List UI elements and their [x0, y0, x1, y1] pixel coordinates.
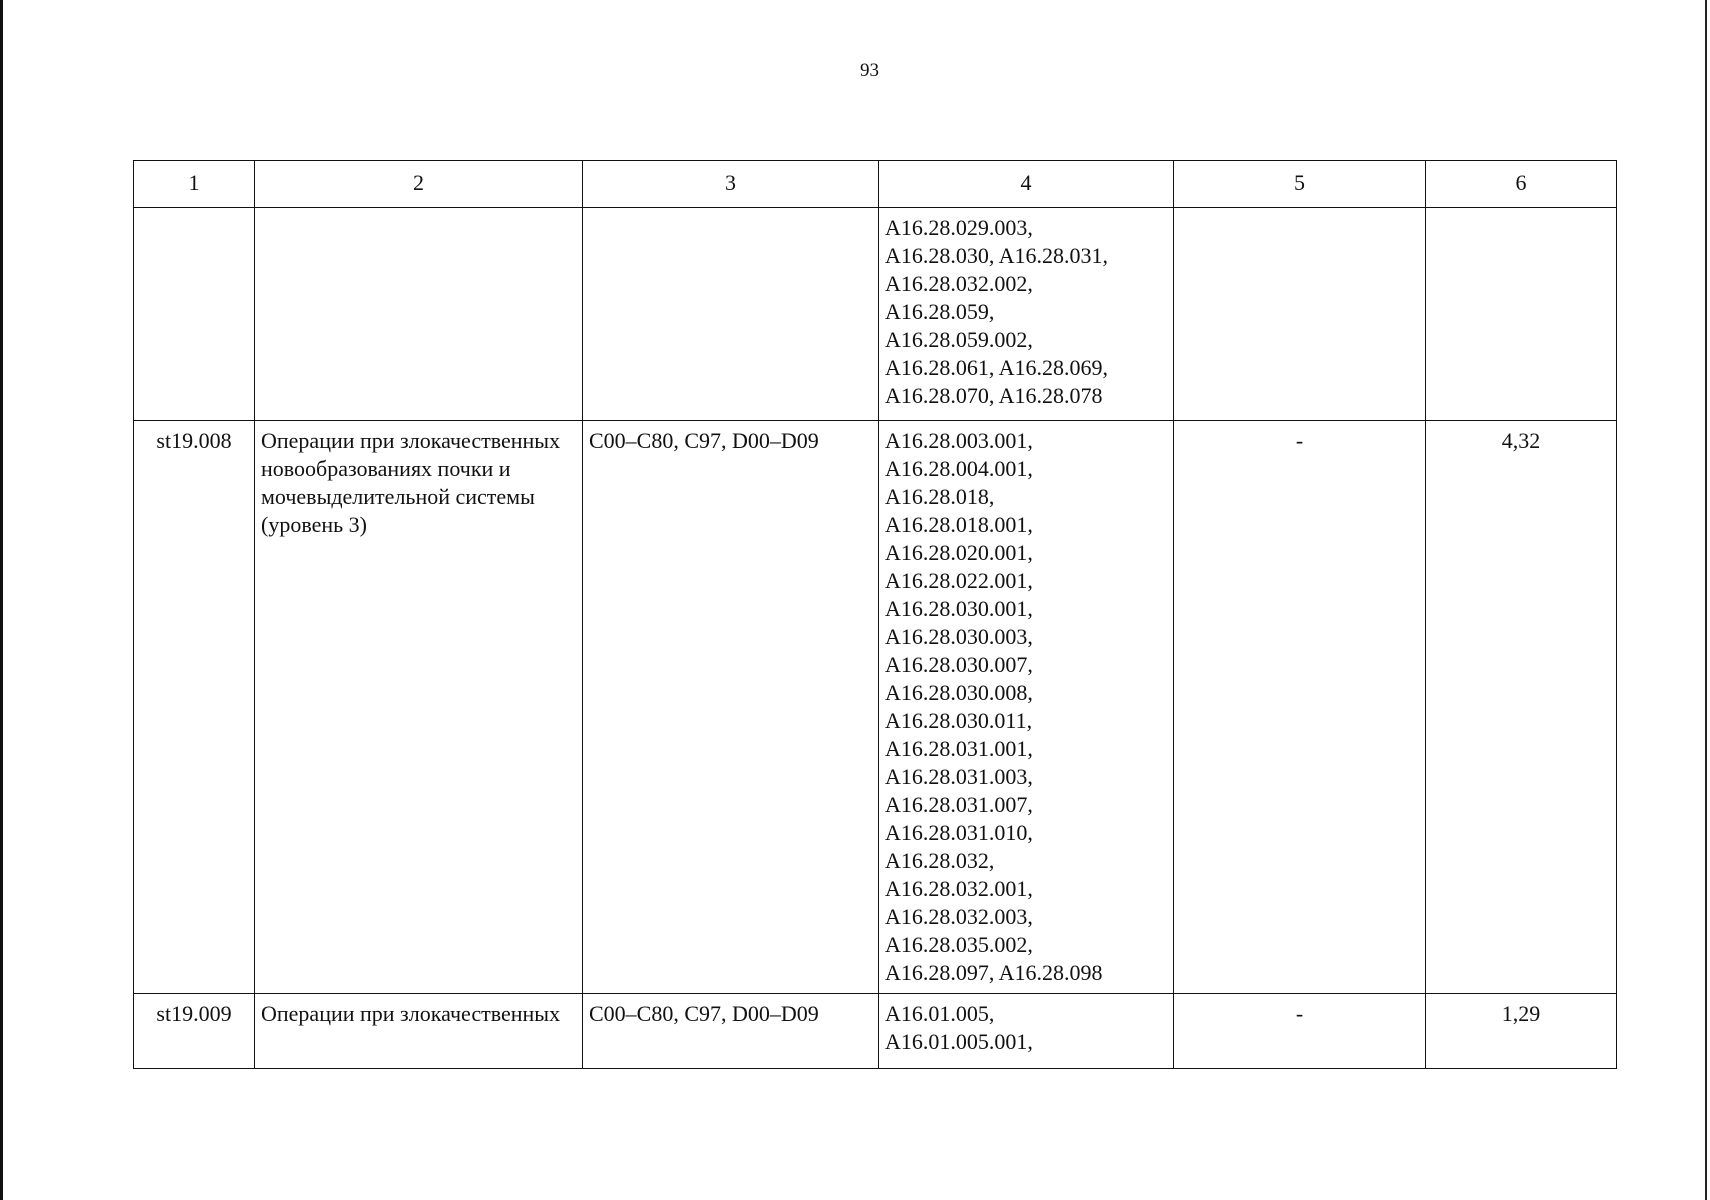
cell-col5 [1174, 208, 1426, 421]
cell-col5: - [1174, 421, 1426, 994]
page-right-edge [1705, 0, 1707, 1200]
header-col-2: 2 [255, 161, 583, 208]
cell-code [134, 208, 255, 421]
service-code: A16.28.022.001, [885, 568, 1033, 593]
service-code: A16.28.004.001, [885, 456, 1033, 481]
service-code: A16.28.031.007, [885, 792, 1033, 817]
cell-name: Операции при злокачественных новообразованиях почки и мочевыделительной системы (уровень 3) [255, 421, 583, 994]
header-col-1: 1 [134, 161, 255, 208]
service-code: A16.28.018.001, [885, 512, 1033, 537]
cell-name: Операции при злокачественных [255, 994, 583, 1069]
header-row [134, 161, 1617, 208]
service-code: A16.28.059, [885, 299, 995, 324]
service-code: A16.28.061, A16.28.069, [885, 355, 1109, 380]
table-row [134, 421, 1617, 994]
cell-coefficient: 1,29 [1426, 994, 1617, 1069]
cell-code: st19.009 [134, 994, 255, 1069]
cell-services [879, 421, 1174, 994]
cell-coefficient: 4,32 [1426, 421, 1617, 994]
service-code: A16.28.032.001, [885, 876, 1033, 901]
service-code: A16.28.030.008, [885, 680, 1033, 705]
service-code: A16.28.030.003, [885, 624, 1033, 649]
service-code: A16.28.059.002, [885, 327, 1033, 352]
cell-col5: - [1174, 994, 1426, 1069]
service-code: A16.28.070, A16.28.078 [885, 383, 1103, 408]
service-code: A16.28.032, [885, 848, 995, 873]
header-col-3: 3 [583, 161, 879, 208]
service-code: A16.28.031.003, [885, 764, 1033, 789]
service-code: A16.28.003.001, [885, 428, 1033, 453]
cell-code: st19.008 [134, 421, 255, 994]
service-code: A16.28.031.010, [885, 820, 1033, 845]
service-code: A16.28.032.002, [885, 271, 1033, 296]
service-code: A16.28.030.011, [885, 708, 1033, 733]
service-code: A16.01.005.001, [885, 1029, 1033, 1054]
service-code: A16.28.029.003, [885, 215, 1033, 240]
header-col-4: 4 [879, 161, 1174, 208]
service-code: A16.28.030, A16.28.031, [885, 243, 1109, 268]
table-row [134, 994, 1617, 1069]
tariff-table [133, 160, 1617, 1069]
service-code: A16.28.031.001, [885, 736, 1033, 761]
cell-services [879, 208, 1174, 421]
service-code: A16.28.032.003, [885, 904, 1033, 929]
service-code: A16.28.020.001, [885, 540, 1033, 565]
cell-name [255, 208, 583, 421]
service-code: A16.01.005, [885, 1001, 995, 1026]
header-col-6: 6 [1426, 161, 1617, 208]
cell-coefficient [1426, 208, 1617, 421]
service-code: A16.28.030.007, [885, 652, 1033, 677]
service-code: A16.28.018, [885, 484, 995, 509]
cell-diagnoses: C00–C80, C97, D00–D09 [583, 421, 879, 994]
page-number: 93 [860, 60, 879, 81]
cell-diagnoses: C00–C80, C97, D00–D09 [583, 994, 879, 1069]
table-row [134, 208, 1617, 421]
page-left-edge [0, 0, 3, 1200]
service-code: A16.28.035.002, [885, 932, 1033, 957]
service-code: A16.28.097, A16.28.098 [885, 960, 1103, 985]
service-code: A16.28.030.001, [885, 596, 1033, 621]
cell-services [879, 994, 1174, 1069]
cell-diagnoses [583, 208, 879, 421]
header-col-5: 5 [1174, 161, 1426, 208]
